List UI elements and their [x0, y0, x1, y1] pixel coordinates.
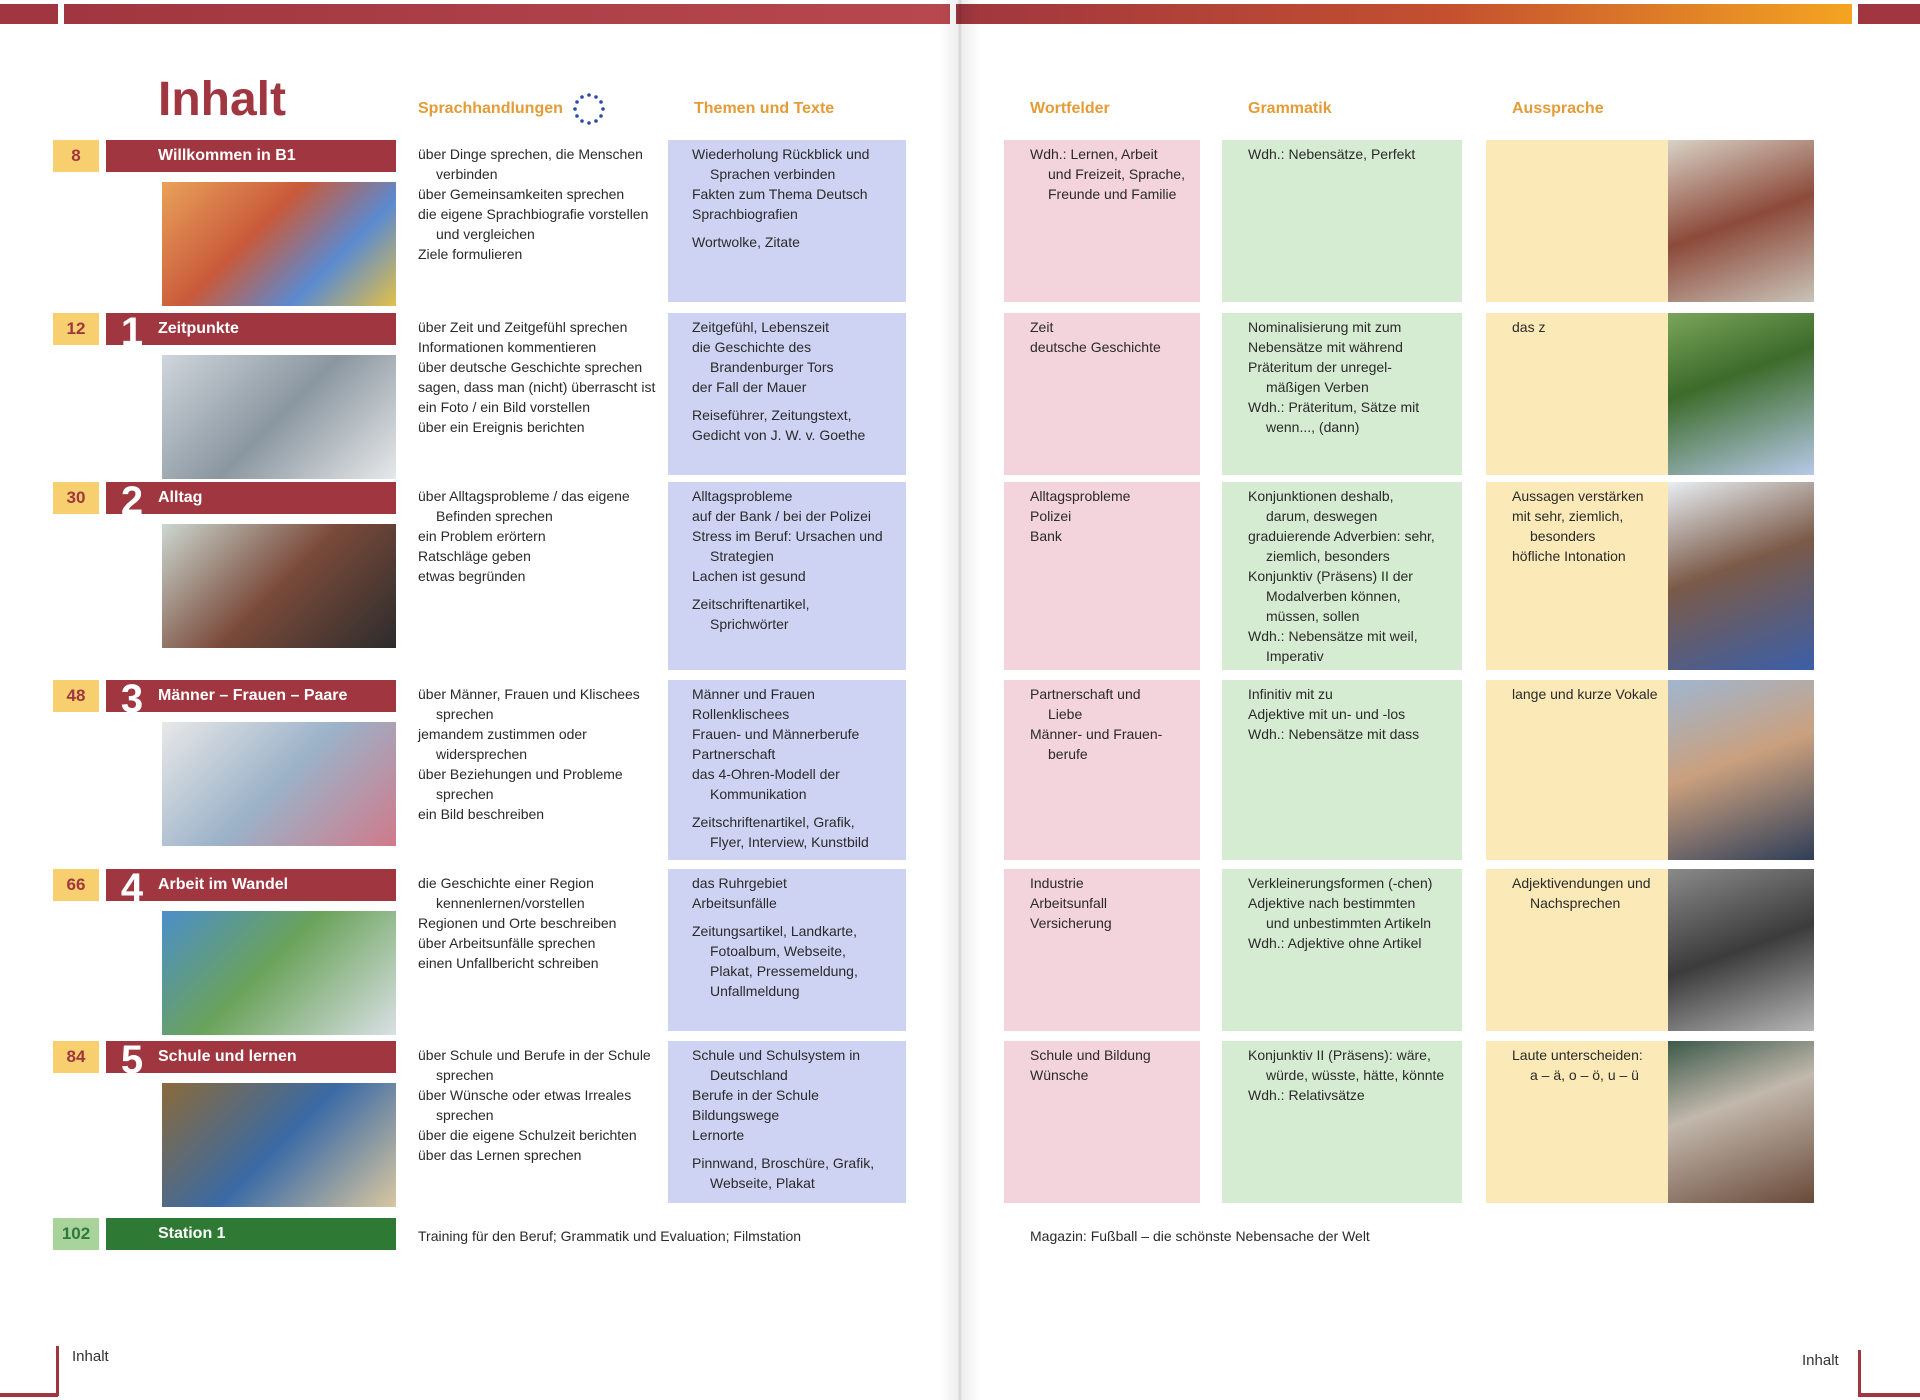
gram-line: ziemlich, besonders — [1266, 548, 1390, 564]
themen-line: Sprachen verbinden — [710, 166, 836, 182]
aussprache-cell — [1512, 317, 1545, 337]
grammatik-cell — [1248, 1045, 1444, 1105]
themen-line: Wortwolke, Zitate — [692, 234, 800, 250]
chapter-heading[interactable] — [106, 140, 396, 172]
footer-rule — [1858, 1350, 1861, 1396]
wort-line: Versicherung — [1030, 915, 1112, 931]
aussprache-cell — [1512, 873, 1651, 913]
gram-line: Nominalisierung mit zum — [1248, 319, 1402, 335]
themen-line: Partnerschaft — [692, 746, 776, 762]
grammatik-band — [1222, 140, 1462, 302]
wort-line: Arbeitsunfall — [1030, 895, 1108, 911]
grammatik-cell — [1248, 144, 1415, 164]
themen-line: Zeitungsartikel, Landkarte, — [692, 923, 857, 939]
sprach-line: widersprechen — [436, 746, 528, 762]
sprach-line: die Geschichte einer Region — [418, 875, 594, 891]
aussprache-band — [1486, 140, 1668, 302]
gram-line: Präteritum der unregel- — [1248, 359, 1392, 375]
themen-line: Alltagsprobleme — [692, 488, 793, 504]
station-heading[interactable] — [106, 1218, 396, 1250]
themen-line: Wiederholung Rückblick und — [692, 146, 870, 162]
wortfelder-cell — [1030, 144, 1185, 204]
sprach-line: über Beziehungen und Probleme — [418, 766, 623, 782]
gram-line: Wdh.: Adjektive ohne Artikel — [1248, 935, 1422, 951]
themen-line: Fotoalbum, Webseite, — [710, 943, 846, 959]
sprach-line: über Alltagsprobleme / das eigene — [418, 488, 630, 504]
chapter-heading[interactable] — [106, 677, 396, 721]
chapter-title: Schule und lernen — [158, 1048, 297, 1065]
aussprache-cell — [1512, 486, 1644, 566]
themen-cell — [692, 486, 883, 634]
sprach-line: jemandem zustimmen oder — [418, 726, 587, 742]
sprach-line: etwas begründen — [418, 568, 526, 584]
themen-line: Zeitschriftenartikel, — [692, 596, 810, 612]
chapter-title: Zeitpunkte — [158, 320, 239, 337]
sprach-line: die eigene Sprachbiografie vorstellen — [418, 206, 649, 222]
themen-line: Strategien — [710, 548, 774, 564]
gram-line: Infinitiv mit zu — [1248, 686, 1333, 702]
sprach-line: sprechen — [436, 786, 494, 802]
station-right-text: Magazin: Fußball – die schönste Nebensache der Welt — [1030, 1228, 1370, 1244]
chapter-photo-image — [1668, 140, 1814, 302]
wortfelder-cell — [1030, 684, 1162, 764]
chapter-heading[interactable] — [106, 1038, 396, 1082]
sprach-line: sprechen — [436, 1067, 494, 1083]
gram-line: Imperativ — [1266, 648, 1324, 664]
gram-line: darum, deswegen — [1266, 508, 1378, 524]
sprach-line: über ein Ereignis berichten — [418, 419, 585, 435]
wort-line: Zeit — [1030, 319, 1054, 335]
sprach-line: verbinden — [436, 166, 498, 182]
sprach-line: über Wünsche oder etwas Irreales — [418, 1087, 632, 1103]
gram-line: Konjunktiv (Präsens) II der — [1248, 568, 1413, 584]
sprachhandlungen-cell — [418, 873, 616, 973]
sprach-line: kennenlernen/vorstellen — [436, 895, 585, 911]
chapter-heading[interactable] — [106, 866, 396, 910]
gram-line: Adjektive mit un- und -los — [1248, 706, 1406, 722]
chapter-photo-image — [1668, 313, 1814, 475]
wort-line: Alltagsprobleme — [1030, 488, 1131, 504]
wort-line: Bank — [1030, 528, 1062, 544]
themen-line: Fakten zum Thema Deutsch — [692, 186, 868, 202]
chapter-number: 4 — [120, 866, 144, 910]
gram-line: Wdh.: Nebensätze mit weil, — [1248, 628, 1418, 644]
sprach-line: über Dinge sprechen, die Menschen — [418, 146, 643, 162]
sprach-line: sprechen — [436, 1107, 494, 1123]
page-title: Inhalt — [158, 73, 286, 126]
aus-line: a – ä, o – ö, u – ü — [1530, 1067, 1639, 1083]
themen-line: Arbeitsunfälle — [692, 895, 777, 911]
themen-line: die Geschichte des — [692, 339, 812, 355]
themen-line: Sprichwörter — [710, 616, 789, 632]
chapter-heading[interactable] — [106, 310, 396, 354]
top-color-bar — [1858, 4, 1920, 24]
sprach-line: ein Problem erörtern — [418, 528, 546, 544]
gram-line: Nebensätze mit während — [1248, 339, 1403, 355]
themen-line: das 4-Ohren-Modell der — [692, 766, 840, 782]
themen-line: Sprachbiografien — [692, 206, 798, 222]
chapter-photo-image — [1668, 1041, 1814, 1203]
themen-line: Reiseführer, Zeitungstext, — [692, 407, 852, 423]
aus-line: das z — [1512, 319, 1546, 335]
grammatik-cell — [1248, 684, 1419, 744]
grammatik-cell — [1248, 873, 1432, 953]
chapter-thumbnail-image — [162, 911, 396, 1035]
footer-right: Inhalt — [1802, 1352, 1839, 1369]
top-color-bar — [64, 4, 950, 24]
themen-cell — [692, 873, 858, 1001]
wort-line: Industrie — [1030, 875, 1084, 891]
themen-cell — [692, 1045, 874, 1193]
themen-line: Stress im Beruf: Ursachen und — [692, 528, 883, 544]
gram-line: müssen, sollen — [1266, 608, 1360, 624]
sprach-line: über Schule und Berufe in der Schule — [418, 1047, 651, 1063]
themen-line: Zeitschriftenartikel, Grafik, — [692, 814, 855, 830]
aussprache-cell — [1512, 1045, 1643, 1085]
themen-line: auf der Bank / bei der Polizei — [692, 508, 871, 524]
aus-line: Aussagen verstärken — [1512, 488, 1644, 504]
wort-line: und Freizeit, Sprache, — [1048, 166, 1185, 182]
gram-line: Modalverben können, — [1266, 588, 1401, 604]
footer-rule — [0, 1393, 58, 1397]
column-header-themen: Themen und Texte — [694, 100, 835, 117]
gram-line: mäßigen Verben — [1266, 379, 1369, 395]
sprach-line: sprechen — [436, 706, 494, 722]
sprach-line: Informationen kommentieren — [418, 339, 597, 355]
aussprache-band — [1486, 680, 1668, 860]
chapter-photo-image — [1668, 482, 1814, 670]
gram-line: Wdh.: Nebensätze mit dass — [1248, 726, 1420, 742]
aus-line: mit sehr, ziemlich, — [1512, 508, 1624, 524]
sprach-line: über deutsche Geschichte sprechen — [418, 359, 643, 375]
chapter-number: 5 — [120, 1038, 144, 1082]
footer-rule — [56, 1346, 59, 1396]
sprach-line: ein Foto / ein Bild vorstellen — [418, 399, 590, 415]
sprachhandlungen-cell — [418, 144, 648, 264]
sprach-line: Ratschläge geben — [418, 548, 531, 564]
themen-cell — [692, 317, 865, 445]
themen-line: Plakat, Pressemeldung, — [710, 963, 858, 979]
themen-line: Webseite, Plakat — [710, 1175, 815, 1191]
aussprache-cell — [1512, 684, 1658, 704]
themen-cell — [692, 144, 869, 252]
chapter-title: Willkommen in B1 — [158, 147, 296, 164]
themen-line: Männer und Frauen — [692, 686, 815, 702]
wort-line: Schule und Bildung — [1030, 1047, 1151, 1063]
wortfelder-cell — [1030, 486, 1130, 546]
themen-line: Bildungswege — [692, 1107, 780, 1123]
themen-line: Kommunikation — [710, 786, 807, 802]
chapter-page-number[interactable]: 30 — [53, 482, 99, 514]
sprach-line: über Zeit und Zeitgefühl sprechen — [418, 319, 628, 335]
wort-line: Männer- und Frauen- — [1030, 726, 1163, 742]
station-name: Station 1 — [158, 1225, 226, 1242]
eu-stars-icon — [572, 92, 606, 126]
book-spine-shadow — [940, 0, 980, 1400]
chapter-thumbnail-image — [162, 524, 396, 648]
top-color-bar — [956, 4, 1852, 24]
chapter-heading[interactable] — [106, 479, 396, 523]
column-header-wortfelder: Wortfelder — [1030, 100, 1110, 117]
themen-cell — [692, 684, 869, 852]
sprachhandlungen-cell — [418, 1045, 651, 1165]
wortfelder-cell — [1030, 1045, 1151, 1085]
chapter-thumbnail-image — [162, 182, 396, 306]
wort-line: Freunde und Familie — [1048, 186, 1177, 202]
chapter-number: 3 — [120, 677, 144, 721]
wortfelder-cell — [1030, 317, 1161, 357]
aus-line: Laute unterscheiden: — [1512, 1047, 1643, 1063]
gram-line: würde, wüsste, hätte, könnte — [1266, 1067, 1445, 1083]
chapter-title: Alltag — [158, 489, 203, 506]
chapter-page-number[interactable]: 84 — [53, 1041, 99, 1073]
chapter-thumbnail-image — [162, 355, 396, 479]
wort-line: Partnerschaft und — [1030, 686, 1141, 702]
wort-line: Wünsche — [1030, 1067, 1089, 1083]
chapter-title: Arbeit im Wandel — [158, 876, 289, 893]
chapter-thumbnail-image — [162, 1083, 396, 1207]
gram-line: Verkleinerungsformen (-chen) — [1248, 875, 1433, 891]
sprach-line: sagen, dass man (nicht) überrascht ist — [418, 379, 656, 395]
sprach-line: ein Bild beschreiben — [418, 806, 545, 822]
gram-line: graduierende Adverbien: sehr, — [1248, 528, 1435, 544]
wort-line: deutsche Geschichte — [1030, 339, 1161, 355]
themen-line: der Fall der Mauer — [692, 379, 807, 395]
sprach-line: Befinden sprechen — [436, 508, 553, 524]
themen-line: Berufe in der Schule — [692, 1087, 819, 1103]
chapter-photo-image — [1668, 869, 1814, 1031]
sprach-line: Regionen und Orte beschreiben — [418, 915, 617, 931]
sprach-line: und vergleichen — [436, 226, 535, 242]
sprachhandlungen-cell — [418, 486, 630, 586]
grammatik-cell — [1248, 317, 1419, 437]
sprach-line: über die eigene Schulzeit berichten — [418, 1127, 637, 1143]
wort-line: Liebe — [1048, 706, 1083, 722]
footer-rule — [1858, 1393, 1920, 1397]
aus-line: höfliche Intonation — [1512, 548, 1626, 564]
chapter-number: 2 — [120, 479, 144, 523]
aus-line: Adjektivendungen und — [1512, 875, 1651, 891]
themen-line: Lachen ist gesund — [692, 568, 806, 584]
wortfelder-cell — [1030, 873, 1112, 933]
aus-line: Nachsprechen — [1530, 895, 1621, 911]
themen-line: Pinnwand, Broschüre, Grafik, — [692, 1155, 875, 1171]
chapter-page-number[interactable]: 12 — [53, 313, 99, 345]
sprach-line: über Arbeitsunfälle sprechen — [418, 935, 596, 951]
chapter-number: 1 — [120, 310, 144, 354]
gram-line: und unbestimmten Artikeln — [1266, 915, 1431, 931]
gram-line: Wdh.: Nebensätze, Perfekt — [1248, 146, 1416, 162]
chapter-page-number[interactable]: 48 — [53, 680, 99, 712]
gram-line: Konjunktionen deshalb, — [1248, 488, 1394, 504]
gram-line: Wdh.: Präteritum, Sätze mit — [1248, 399, 1420, 415]
themen-line: Zeitgefühl, Lebenszeit — [692, 319, 829, 335]
themen-line: Unfallmeldung — [710, 983, 800, 999]
aus-line: besonders — [1530, 528, 1596, 544]
themen-line: Deutschland — [710, 1067, 788, 1083]
themen-line: Lernorte — [692, 1127, 745, 1143]
wort-line: berufe — [1048, 746, 1088, 762]
themen-line: das Ruhrgebiet — [692, 875, 787, 891]
sprach-line: über das Lernen sprechen — [418, 1147, 582, 1163]
themen-line: Brandenburger Tors — [710, 359, 834, 375]
sprach-line: über Gemeinsamkeiten sprechen — [418, 186, 625, 202]
sprachhandlungen-cell — [418, 684, 640, 824]
sprach-line: über Männer, Frauen und Klischees — [418, 686, 640, 702]
wort-line: Polizei — [1030, 508, 1072, 524]
column-header-aussprache: Aussprache — [1512, 100, 1604, 117]
themen-line: Schule und Schulsystem in — [692, 1047, 861, 1063]
wort-line: Wdh.: Lernen, Arbeit — [1030, 146, 1158, 162]
chapter-title: Männer – Frauen – Paare — [158, 687, 348, 704]
themen-line: Rollenklischees — [692, 706, 790, 722]
themen-line: Frauen- und Männerberufe — [692, 726, 860, 742]
chapter-page-number[interactable]: 66 — [53, 869, 99, 901]
aus-line: lange und kurze Vokale — [1512, 686, 1658, 702]
chapter-thumbnail-image — [162, 722, 396, 846]
gram-line: wenn..., (dann) — [1266, 419, 1360, 435]
chapter-page-number[interactable]: 8 — [53, 140, 99, 172]
column-header-grammatik: Grammatik — [1248, 100, 1332, 117]
column-header-sprachhandlungen: Sprachhandlungen — [418, 100, 563, 117]
sprachhandlungen-cell — [418, 317, 655, 437]
top-color-bar — [0, 4, 58, 24]
sprach-line: einen Unfallbericht schreiben — [418, 955, 599, 971]
grammatik-cell — [1248, 486, 1435, 666]
themen-line: Gedicht von J. W. v. Goethe — [692, 427, 866, 443]
station-left-text: Training für den Beruf; Grammatik und Evaluation; Filmstation — [418, 1228, 802, 1244]
footer-left: Inhalt — [72, 1348, 109, 1365]
station-page-number[interactable]: 102 — [53, 1218, 99, 1250]
themen-line: Flyer, Interview, Kunstbild — [710, 834, 869, 850]
aussprache-band — [1486, 313, 1668, 475]
sprach-line: Ziele formulieren — [418, 246, 523, 262]
gram-line: Adjektive nach bestimmten — [1248, 895, 1416, 911]
gram-line: Wdh.: Relativsätze — [1248, 1087, 1365, 1103]
gram-line: Konjunktiv II (Präsens): wäre, — [1248, 1047, 1431, 1063]
chapter-photo-image — [1668, 680, 1814, 860]
